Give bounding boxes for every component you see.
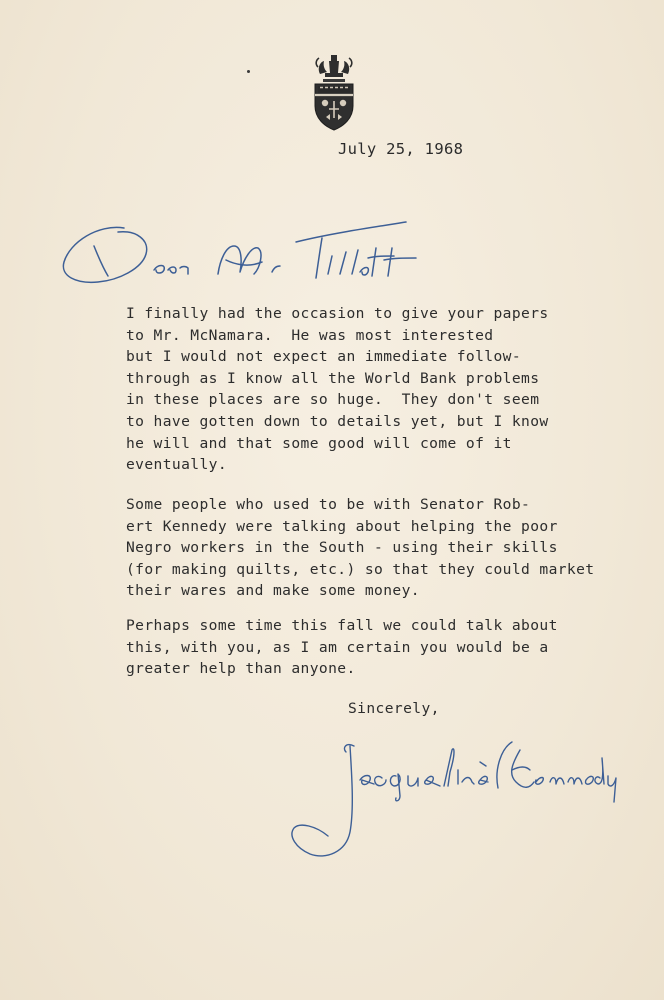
paragraph-line: (for making quilts, etc.) so that they could market <box>126 560 595 578</box>
paragraph-line: through as I know all the World Bank problems <box>126 369 540 387</box>
handwritten-signature <box>280 728 620 868</box>
paragraph-line: Perhaps some time this fall we could talk about <box>126 617 558 634</box>
letter-paragraph-3 <box>126 615 558 680</box>
paragraph-line: to have gotten down to details yet, but I know <box>126 412 549 430</box>
paragraph-line: ert Kennedy were talking about helping the poor <box>126 517 558 535</box>
letter-paragraph-2 <box>126 494 595 602</box>
paragraph-line: he will and that some good will come of it <box>126 434 512 452</box>
paragraph-line: eventually. <box>126 456 228 474</box>
letter-date: July 25, 1968 <box>338 140 464 158</box>
paragraph-line: greater help than anyone. <box>126 660 356 678</box>
paragraph-line: I finally had the occasion to give your papers <box>126 305 549 322</box>
paragraph-line: to Mr. McNamara. He was most interested <box>126 326 494 344</box>
coat-of-arms-icon <box>311 52 357 132</box>
paragraph-line: but I would not expect an immediate follow- <box>126 348 522 366</box>
letter-paragraph-1 <box>126 303 549 476</box>
paper-speck <box>247 70 250 73</box>
paragraph-line: Some people who used to be with Senator Rob- <box>126 496 531 513</box>
paragraph-line: their wares and make some money. <box>126 582 420 600</box>
paragraph-line: Negro workers in the South - using their skills <box>126 539 558 557</box>
paragraph-line: in these places are so huge. They don't seem <box>126 391 540 409</box>
handwritten-salutation <box>58 212 438 298</box>
paragraph-line: this, with you, as I am certain you would be a <box>126 638 549 656</box>
letter-closing: Sincerely, <box>348 700 440 717</box>
